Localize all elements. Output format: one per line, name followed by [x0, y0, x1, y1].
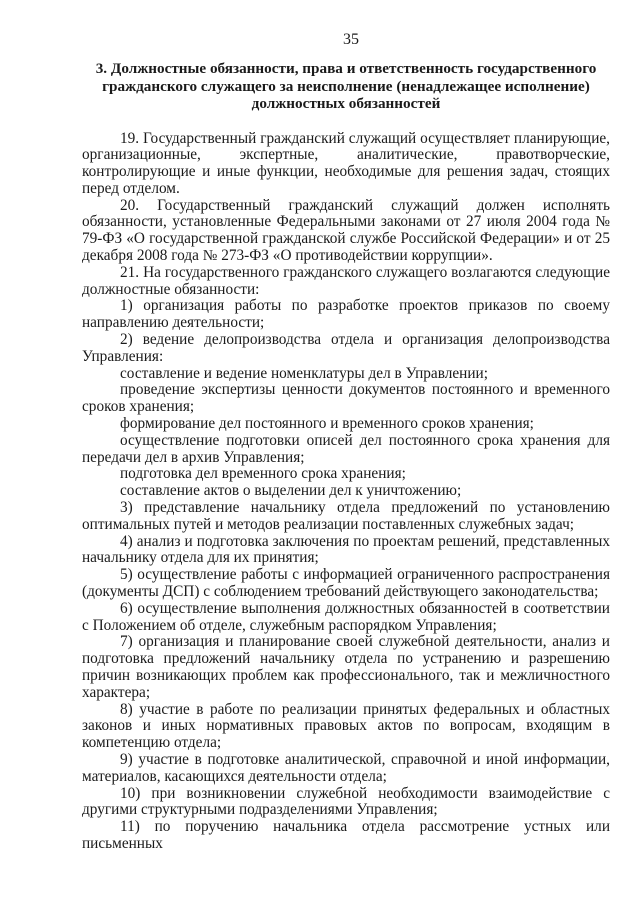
page-number: 35 — [343, 31, 359, 48]
item-10: 10) при возникновении служебной необходимости взаимодействие с другими структурными подразделениями Управления; — [82, 784, 610, 819]
item-7: 7) организация и планирование своей служебной деятельности, анализ и подготовка предложений начальнику отдела по устранению и разрешению причин возникающих проблем как профессионального, так и межличностного характера; — [82, 633, 610, 701]
item-2: 2) ведение делопроизводства отдела и организация делопроизводства Управления: — [82, 331, 610, 365]
section-heading-line: гражданского служащего за неисполнение (ненадлежащее исполнение) — [102, 77, 590, 95]
item-4: 4) анализ и подготовка заключения по проектам решений, представленных начальнику отдела для их принятия; — [82, 532, 610, 567]
item-11: 11) по поручению начальника отдела рассмотрение устных или письменных — [82, 818, 610, 852]
subitem-temporary: подготовка дел временного срока хранения; — [120, 465, 406, 483]
paragraph-21: 21. На государственного гражданского служащего возлагаются следующие должностные обязанности: — [82, 263, 610, 298]
section-heading-line: должностных обязанностей — [251, 95, 441, 112]
paragraph-20: 20. Государственный гражданский служащий должен исполнять обязанности, установленные Федеральными законами от 27 июля 2004 года № 79-ФЗ «О государственной гражданской службе Российской Федерации» и от 25 декабря 2008 года № 273-ФЗ «О противодействии коррупции». — [82, 196, 610, 265]
item-5: 5) осуществление работы с информацией ограниченного распространения (документы ДСП) с соблюдением требований действующего законодательства; — [82, 566, 610, 601]
item-9: 9) участие в подготовке аналитической, справочной и иной информации, материалов, касающихся деятельности отдела; — [82, 750, 610, 785]
paragraph-19: 19. Государственный гражданский служащий осуществляет планирующие, организационные, экспертные, аналитические, правотворческие, контролирующие и иные функции, необходимые для решения задач, стоящих перед отделом. — [82, 129, 610, 197]
subitem-nomenclature: составление и ведение номенклатуры дел в Управлении; — [120, 364, 488, 382]
item-1: 1) организация работы по разработке проектов приказов по своему направлению деятельности; — [82, 297, 610, 332]
subitem-formation: формирование дел постоянного и временного сроков хранения; — [120, 415, 534, 433]
item-6: 6) осуществление выполнения должностных обязанностей в соответствии с Положением об отделе, служебным распорядком Управления; — [82, 599, 610, 634]
section-heading-line: 3. Должностные обязанности, права и ответственность государственного — [95, 60, 597, 77]
subitem-destruction: составление актов о выделении дел к уничтожению; — [120, 482, 462, 500]
subitem-inventories: осуществление подготовки описей дел постоянного срока хранения для передачи дел в архив Управления; — [82, 431, 610, 466]
item-8: 8) участие в работе по реализации принятых федеральных и областных законов и иных нормативных правовых актов по вопросам, входящим в компетенцию отдела; — [82, 700, 610, 752]
section-heading — [82, 60, 610, 113]
subitem-expertise: проведение экспертизы ценности документов постоянного и временного сроков хранения; — [82, 381, 610, 416]
item-3: 3) представление начальнику отдела предложений по установлению оптимальных путей и методов реализации поставленных служебных задач; — [82, 499, 610, 533]
document-body — [82, 131, 610, 853]
